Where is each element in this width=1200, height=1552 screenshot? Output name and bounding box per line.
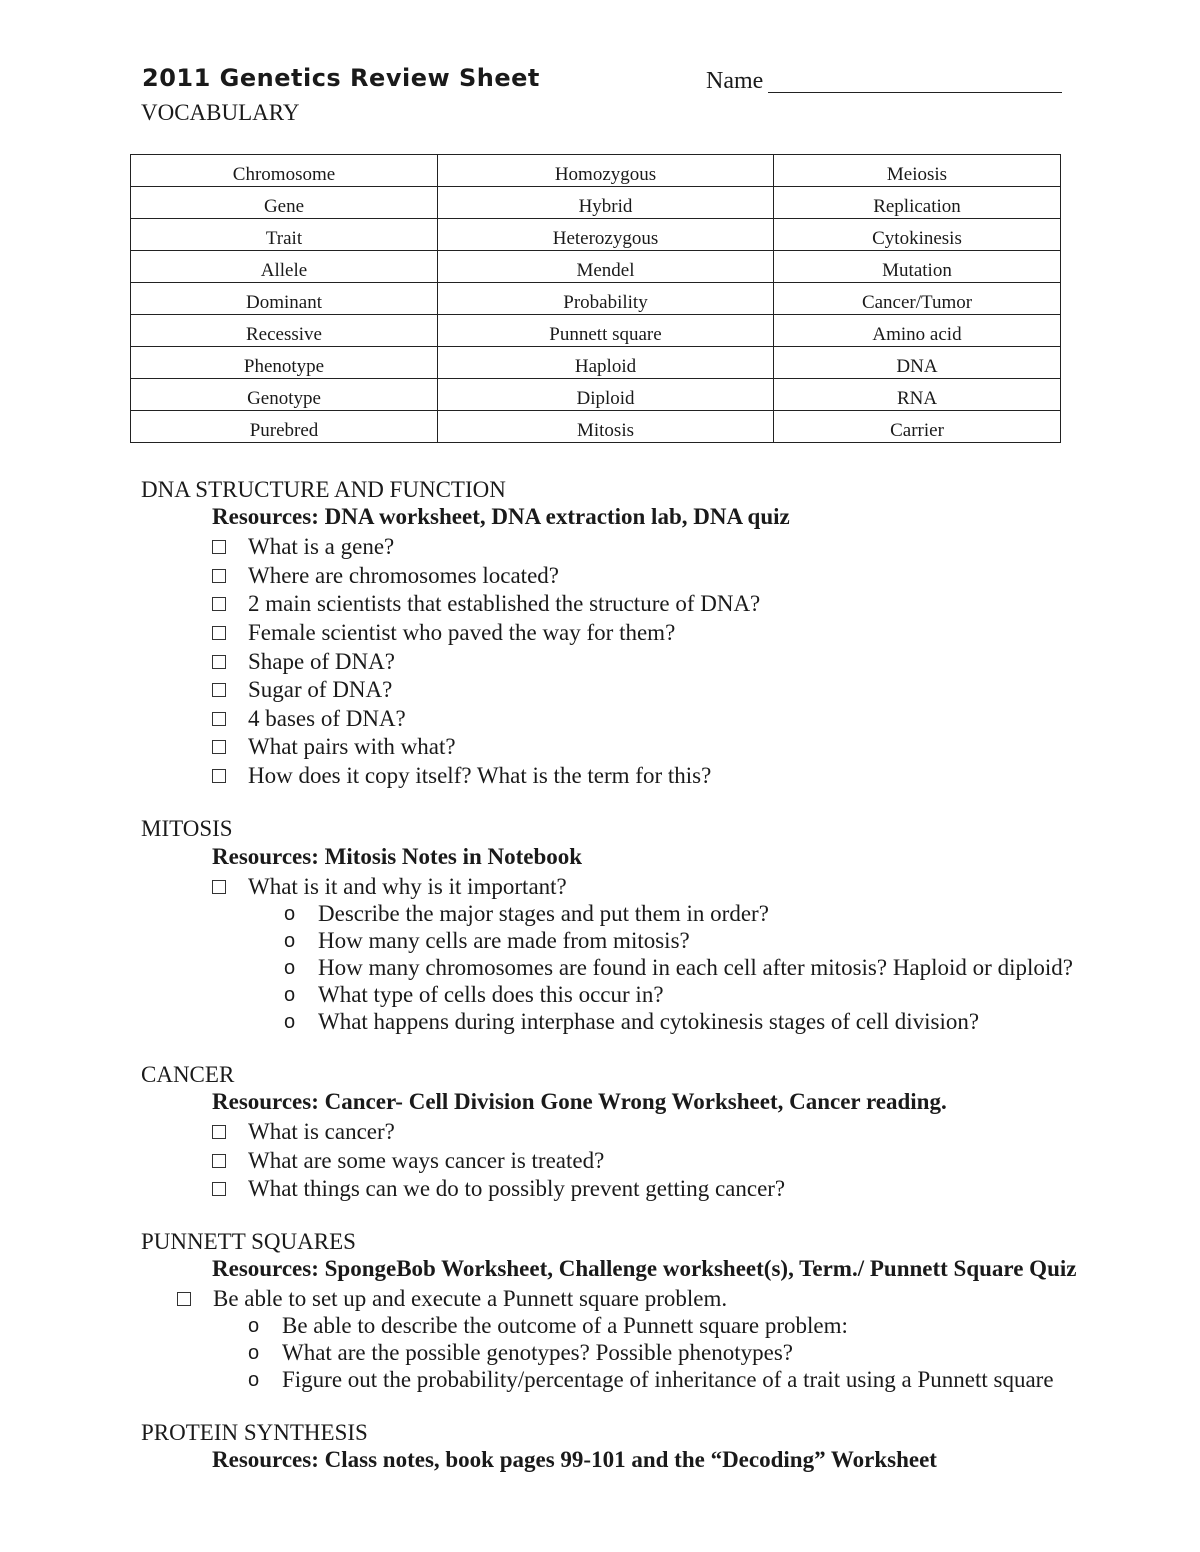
checklist-item — [212, 1175, 785, 1203]
name-label: Name — [706, 68, 764, 94]
dna-heading: DNA STRUCTURE AND FUNCTION — [141, 477, 506, 502]
item-text: How does it copy itself? What is the term for this? — [248, 763, 712, 788]
table-cell: Cancer/Tumor — [774, 283, 1061, 315]
sub-item — [284, 981, 664, 1009]
item-text: Where are chromosomes located? — [248, 563, 559, 588]
checkbox-icon[interactable] — [212, 540, 226, 554]
table-cell: Cytokinesis — [774, 219, 1061, 251]
item-text: Be able to describe the outcome of a Punnett square problem: — [282, 1313, 848, 1338]
table-cell: Amino acid — [774, 315, 1061, 347]
item-text: What is it and why is it important? — [248, 874, 567, 899]
item-text: What pairs with what? — [248, 734, 456, 759]
table-cell: Meiosis — [774, 155, 1061, 187]
checkbox-icon[interactable] — [212, 655, 226, 669]
protein-heading: PROTEIN SYNTHESIS — [141, 1420, 368, 1445]
table-cell: Carrier — [774, 411, 1061, 443]
circle-bullet-icon: o — [284, 1011, 296, 1033]
mitosis-resources: Resources: Mitosis Notes in Notebook — [212, 844, 583, 869]
sub-item — [248, 1339, 793, 1367]
checkbox-icon[interactable] — [212, 880, 226, 894]
item-text: Be able to set up and execute a Punnett square problem. — [213, 1286, 728, 1311]
checkbox-icon[interactable] — [212, 626, 226, 640]
table-cell: Diploid — [438, 379, 774, 411]
table-cell: Heterozygous — [438, 219, 774, 251]
table-row — [131, 187, 1061, 219]
item-text: What is cancer? — [248, 1119, 395, 1144]
checkbox-icon[interactable] — [212, 683, 226, 697]
circle-bullet-icon: o — [248, 1315, 260, 1337]
checklist-item — [177, 1285, 727, 1313]
table-cell: Purebred — [131, 411, 438, 443]
table-cell: Recessive — [131, 315, 438, 347]
item-text: Female scientist who paved the way for them? — [248, 620, 676, 645]
sub-item — [284, 900, 769, 928]
circle-bullet-icon: o — [284, 984, 296, 1006]
table-row — [131, 251, 1061, 283]
checklist-item — [212, 873, 567, 901]
checklist-item — [212, 1118, 395, 1146]
item-text: How many cells are made from mitosis? — [318, 928, 690, 953]
checkbox-icon[interactable] — [212, 597, 226, 611]
dna-resources: Resources: DNA worksheet, DNA extraction lab, DNA quiz — [212, 504, 790, 529]
table-cell: Genotype — [131, 379, 438, 411]
mitosis-heading: MITOSIS — [141, 816, 233, 841]
checkbox-icon[interactable] — [212, 1182, 226, 1196]
circle-bullet-icon: o — [248, 1369, 260, 1391]
item-text: Shape of DNA? — [248, 649, 395, 674]
checklist-item — [212, 533, 394, 561]
table-cell: Mendel — [438, 251, 774, 283]
table-cell: Punnett square — [438, 315, 774, 347]
table-cell: Allele — [131, 251, 438, 283]
circle-bullet-icon: o — [284, 903, 296, 925]
checkbox-icon[interactable] — [177, 1292, 191, 1306]
checkbox-icon[interactable] — [212, 1125, 226, 1139]
table-cell: Hybrid — [438, 187, 774, 219]
circle-bullet-icon: o — [284, 930, 296, 952]
checklist-item — [212, 619, 675, 647]
table-cell: Mitosis — [438, 411, 774, 443]
cancer-heading: CANCER — [141, 1062, 235, 1087]
protein-resources: Resources: Class notes, book pages 99-101 and the “Decoding” Worksheet — [212, 1447, 937, 1472]
sub-item — [284, 927, 690, 955]
circle-bullet-icon: o — [248, 1342, 260, 1364]
item-text: What are some ways cancer is treated? — [248, 1148, 605, 1173]
table-row — [131, 155, 1061, 187]
sub-item — [284, 1008, 979, 1036]
item-text: How many chromosomes are found in each cell after mitosis? Haploid or diploid? — [318, 955, 1073, 980]
vocabulary-table — [130, 154, 1061, 443]
item-text: Sugar of DNA? — [248, 677, 393, 702]
table-row — [131, 347, 1061, 379]
checkbox-icon[interactable] — [212, 712, 226, 726]
table-row — [131, 411, 1061, 443]
sub-item — [284, 954, 1073, 982]
checkbox-icon[interactable] — [212, 1154, 226, 1168]
circle-bullet-icon: o — [284, 957, 296, 979]
table-row — [131, 315, 1061, 347]
name-field-line[interactable] — [768, 92, 1062, 93]
table-cell: Chromosome — [131, 155, 438, 187]
cancer-resources: Resources: Cancer- Cell Division Gone Wrong Worksheet, Cancer reading. — [212, 1089, 947, 1114]
item-text: 4 bases of DNA? — [248, 706, 406, 731]
table-cell: RNA — [774, 379, 1061, 411]
table-cell: Gene — [131, 187, 438, 219]
checklist-item — [212, 562, 559, 590]
table-cell: Mutation — [774, 251, 1061, 283]
sub-item — [248, 1366, 1054, 1394]
checkbox-icon[interactable] — [212, 769, 226, 783]
table-row — [131, 379, 1061, 411]
table-cell: DNA — [774, 347, 1061, 379]
checklist-item — [212, 762, 711, 790]
table-cell: Trait — [131, 219, 438, 251]
table-cell: Phenotype — [131, 347, 438, 379]
punnett-heading: PUNNETT SQUARES — [141, 1229, 356, 1254]
checkbox-icon[interactable] — [212, 740, 226, 754]
vocabulary-heading: VOCABULARY — [141, 100, 300, 125]
item-text: Describe the major stages and put them in order? — [318, 901, 769, 926]
table-cell: Dominant — [131, 283, 438, 315]
page-title: 2011 Genetics Review Sheet — [142, 64, 540, 92]
table-row — [131, 283, 1061, 315]
checklist-item — [212, 648, 395, 676]
sub-item — [248, 1312, 848, 1340]
checklist-item — [212, 590, 760, 618]
table-cell: Replication — [774, 187, 1061, 219]
checkbox-icon[interactable] — [212, 569, 226, 583]
table-cell: Probability — [438, 283, 774, 315]
checklist-item — [212, 705, 406, 733]
item-text: What happens during interphase and cytokinesis stages of cell division? — [318, 1009, 980, 1034]
table-cell: Homozygous — [438, 155, 774, 187]
checklist-item — [212, 733, 456, 761]
item-text: What type of cells does this occur in? — [318, 982, 664, 1007]
item-text: What are the possible genotypes? Possible phenotypes? — [282, 1340, 793, 1365]
item-text: What things can we do to possibly prevent getting cancer? — [248, 1176, 786, 1201]
checklist-item — [212, 1147, 604, 1175]
table-cell: Haploid — [438, 347, 774, 379]
punnett-resources: Resources: SpongeBob Worksheet, Challenge worksheet(s), Term./ Punnett Square Quiz — [212, 1256, 1077, 1281]
checklist-item — [212, 676, 392, 704]
item-text: Figure out the probability/percentage of inheritance of a trait using a Punnett square — [282, 1367, 1054, 1392]
item-text: What is a gene? — [248, 534, 395, 559]
item-text: 2 main scientists that established the structure of DNA? — [248, 591, 761, 616]
table-row — [131, 219, 1061, 251]
